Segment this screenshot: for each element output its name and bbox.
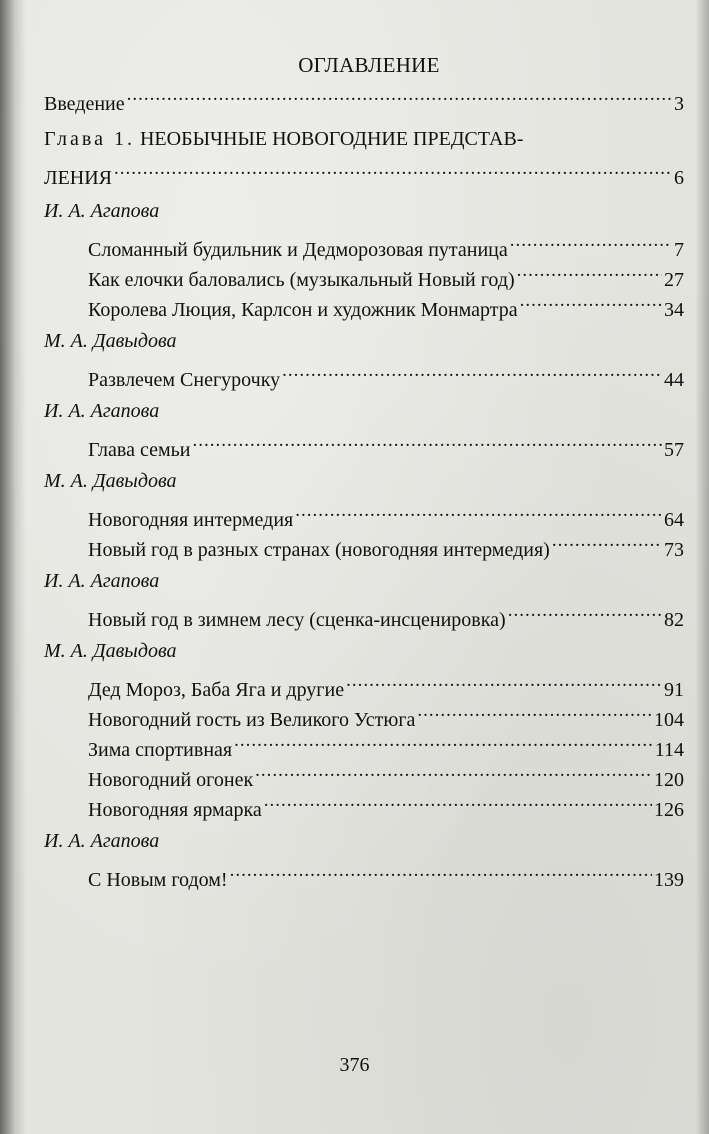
dot-leader <box>510 226 672 256</box>
entry-title: С Новым годом! <box>88 869 228 891</box>
toc-entry <box>44 856 684 891</box>
entry-title: Новый год в разных странах (новогодняя интермедия) <box>88 539 550 561</box>
entry-title: Как елочки баловались (музыкальный Новый год) <box>88 269 515 291</box>
entry-page: 104 <box>654 709 684 731</box>
entry-title: Новогодняя интермедия <box>88 509 294 531</box>
dot-leader <box>417 696 652 726</box>
page-number: 376 <box>339 1054 370 1076</box>
chapter-page: 6 <box>674 167 684 189</box>
dot-leader <box>127 80 672 110</box>
entry-page: 44 <box>664 369 684 391</box>
chapter-title-line2 <box>44 154 684 189</box>
entry-page: 73 <box>664 539 684 561</box>
chapter-label: Глава 1. <box>44 128 135 150</box>
dot-leader <box>517 256 662 286</box>
entry-title: Глава семьи <box>88 439 191 461</box>
dot-leader <box>520 286 662 316</box>
toc-entry-intro <box>44 80 684 115</box>
entry-page: 120 <box>654 769 684 791</box>
entry-page: 27 <box>664 269 684 291</box>
entry-page: 114 <box>654 739 684 761</box>
author-name: М. А. Давыдова <box>44 330 177 352</box>
entry-page: 91 <box>664 679 684 701</box>
entry-page: 57 <box>664 439 684 461</box>
toc-entry <box>44 666 684 701</box>
dot-leader <box>346 666 662 696</box>
dot-leader <box>552 526 662 556</box>
dot-leader <box>114 154 672 184</box>
entry-title: Введение <box>44 93 125 115</box>
entry-page: 64 <box>664 509 684 531</box>
dot-leader <box>508 596 662 626</box>
entry-title: Сломанный будильник и Дедморозовая путаница <box>88 239 508 261</box>
entry-title: Новогодний гость из Великого Устюга <box>88 709 416 731</box>
page-shadow-right <box>695 0 709 1134</box>
page-shadow-left <box>0 0 26 1134</box>
entry-page: 126 <box>654 799 684 821</box>
chapter-title-line1 <box>44 124 684 154</box>
entry-title: Новый год в зимнем лесу (сценка-инсценировка) <box>88 609 506 631</box>
toc-entry <box>44 356 684 391</box>
entry-page: 3 <box>674 93 684 115</box>
author-name: И. А. Агапова <box>44 200 160 222</box>
toc-entry <box>44 596 684 631</box>
chapter-title-cont: ЛЕНИЯ <box>44 167 113 189</box>
table-of-contents <box>44 50 684 891</box>
toc-entry <box>44 496 684 531</box>
entry-title: Новогодний огонек <box>88 769 254 791</box>
toc-heading: ОГЛАВЛЕНИЕ <box>298 53 440 77</box>
entry-page: 82 <box>664 609 684 631</box>
dot-leader <box>255 756 652 786</box>
entry-page: 34 <box>664 299 684 321</box>
author-name: М. А. Давыдова <box>44 640 177 662</box>
dot-leader <box>264 786 652 816</box>
entry-title: Зима спортивная <box>88 739 233 761</box>
dot-leader <box>234 726 653 756</box>
dot-leader <box>230 856 652 886</box>
toc-entry <box>44 226 684 261</box>
entry-title: Новогодняя ярмарка <box>88 799 262 821</box>
author-name: И. А. Агапова <box>44 570 160 592</box>
author-name: М. А. Давыдова <box>44 470 177 492</box>
toc-entry <box>44 426 684 461</box>
toc-sections <box>44 184 684 891</box>
chapter-title: НЕОБЫЧНЫЕ НОВОГОДНИЕ ПРЕДСТАВ- <box>139 128 524 150</box>
author-name: И. А. Агапова <box>44 830 160 852</box>
entry-page: 7 <box>674 239 684 261</box>
dot-leader <box>295 496 662 526</box>
author-name: И. А. Агапова <box>44 400 160 422</box>
entry-title: Развлечем Снегурочку <box>88 369 281 391</box>
entry-title: Дед Мороз, Баба Яга и другие <box>88 679 345 701</box>
entry-page: 139 <box>654 869 684 891</box>
dot-leader <box>282 356 662 386</box>
dot-leader <box>192 426 662 456</box>
entry-title: Королева Люция, Карлсон и художник Монмартра <box>88 299 518 321</box>
